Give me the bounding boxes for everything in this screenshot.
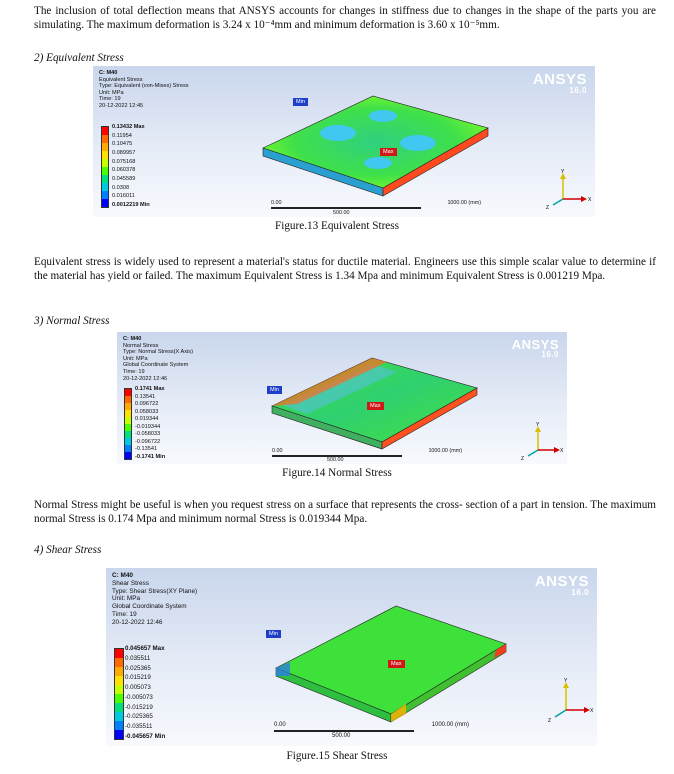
ansys-logo (533, 72, 587, 95)
legend-swatch (115, 721, 123, 730)
legend-label: 0.096722 (135, 401, 159, 408)
plate-top-face (263, 96, 488, 188)
legend-swatch (115, 703, 123, 712)
min-marker: Min (267, 386, 282, 394)
scale-mid-label: 500.00 (327, 457, 344, 463)
scale-bar (271, 200, 481, 216)
axis-triad (546, 680, 594, 724)
meta-unit: Unit: MPa (112, 595, 141, 603)
figure-15-caption: Figure.15 Shear Stress (286, 750, 388, 762)
meta-type: Equivalent Stress (99, 76, 143, 83)
meta-subtype: Type: Normal Stress(X Axis) (123, 349, 193, 356)
ansys-logo (535, 574, 589, 597)
legend-label: 0.058033 (135, 408, 159, 415)
legend-label: -0.096722 (135, 438, 161, 445)
legend-label: -0.058033 (135, 431, 161, 438)
axis-y-label: Y (561, 169, 565, 175)
meta-type: Normal Stress (123, 342, 159, 349)
scale-left-label: 0.00 (274, 722, 286, 728)
legend-label: 0.10475 (112, 141, 133, 148)
legend-label: 0.005073 (125, 684, 151, 692)
model-plate (243, 88, 503, 198)
meta-unit: Unit: MPa (123, 355, 148, 362)
axis-triad (520, 424, 564, 462)
version-text: 16.0 (541, 350, 559, 359)
legend-swatch (125, 438, 131, 445)
legend-swatch (102, 199, 108, 207)
axis-x-label: X (590, 708, 594, 714)
legend-swatch (125, 410, 131, 417)
axis-z-label: Z (546, 205, 550, 211)
model-plate (257, 350, 487, 450)
legend-label: 0.13432 Max (112, 124, 145, 130)
meta-date: 20-12-2022 12:45 (99, 102, 144, 109)
legend-swatch (102, 175, 108, 183)
legend-color-bar (101, 126, 109, 208)
max-marker: Max (388, 660, 405, 668)
legend-swatch (115, 694, 123, 703)
legend-label: 0.089957 (112, 150, 136, 156)
figure-meta (112, 572, 197, 627)
axis-y-label: Y (536, 422, 540, 428)
stress-zone (320, 125, 356, 141)
section-heading-normal-stress: 3) Normal Stress (34, 315, 110, 327)
legend-swatch (115, 712, 123, 721)
figure-shear-stress (106, 568, 597, 746)
legend-label: 0.045589 (112, 176, 136, 182)
legend-swatch (102, 183, 108, 191)
scale-mid-label: 500.00 (332, 733, 351, 739)
legend-swatch (125, 452, 131, 459)
legend-swatch (125, 417, 131, 424)
legend-label: 0.0308 (112, 184, 130, 191)
legend-label: 0.025365 (125, 664, 151, 672)
legend-label: -0.025365 (125, 713, 153, 721)
meta-coordinate-system: Global Coordinate System (123, 362, 189, 369)
meta-time: Time: 19 (112, 610, 137, 618)
legend-swatch (102, 191, 108, 199)
scale-right-label: 1000.00 (mm) (428, 448, 462, 454)
legend-label: 0.0012219 Min (112, 202, 150, 208)
legend-label: 0.015219 (125, 674, 151, 682)
legend-color-bar (114, 648, 124, 740)
legend-label: 0.1741 Max (135, 386, 165, 392)
legend-label: 0.019344 (135, 416, 159, 423)
axis-y-label: Y (564, 678, 568, 684)
legend-label: -0.1741 Min (135, 454, 166, 460)
axis-x-label: X (588, 197, 592, 203)
min-marker: Min (293, 98, 308, 106)
legend-swatch (102, 135, 108, 143)
legend-swatch (125, 445, 131, 452)
meta-date: 20-12-2022 12:46 (112, 618, 163, 626)
figure-normal-stress (117, 332, 567, 464)
scale-right-label: 1000.00 (mm) (447, 200, 481, 206)
figure-meta (123, 336, 193, 382)
figure-13-caption: Figure.13 Equivalent Stress (275, 220, 399, 232)
legend-label: -0.015219 (125, 703, 153, 711)
legend-swatch (115, 667, 123, 676)
figure-14-caption: Figure.14 Normal Stress (282, 467, 392, 479)
figure-equivalent-stress (93, 66, 595, 217)
axis-x-label: X (560, 448, 564, 454)
axis-z-label: Z (548, 718, 552, 724)
min-marker: Min (266, 630, 281, 638)
meta-subtype: Type: Equivalent (von-Mises) Stress (99, 83, 189, 90)
brand-text: ANSYS (511, 337, 559, 352)
legend-swatch (102, 159, 108, 167)
max-marker: Max (380, 148, 397, 156)
axis-z-label: Z (521, 456, 525, 462)
legend-label: 0.13541 (135, 393, 156, 400)
scale-line (271, 207, 421, 209)
version-text: 16.0 (569, 86, 587, 95)
scale-mid-label: 500.00 (333, 210, 350, 216)
legend-label: 0.016011 (112, 193, 135, 200)
legend-label: -0.019344 (135, 423, 161, 430)
meta-title: C: M40 (99, 70, 118, 76)
legend-swatch (115, 685, 123, 694)
legend-swatch (115, 730, 123, 739)
legend-swatch (125, 431, 131, 438)
section-heading-shear-stress: 4) Shear Stress (34, 544, 102, 556)
version-text: 16.0 (571, 588, 589, 597)
legend-swatch (115, 676, 123, 685)
stress-zone (400, 135, 436, 151)
scale-line (274, 730, 414, 732)
figure-meta (99, 70, 189, 110)
meta-title: C: M40 (123, 336, 142, 342)
legend-swatch (125, 396, 131, 403)
legend-swatch (102, 127, 108, 135)
scale-left-label: 0.00 (272, 448, 283, 454)
legend-swatch (102, 143, 108, 151)
meta-date: 20-12-2022 12:46 (123, 375, 168, 382)
max-marker: Max (367, 402, 384, 410)
legend-swatch (125, 389, 131, 396)
meta-unit: Unit: MPa (99, 89, 124, 96)
legend-label: -0.045657 Min (125, 733, 166, 740)
intro-paragraph: The inclusion of total deflection means that ANSYS accounts for changes in stiffness due to changes in the shape of the parts you are simulating. The maximum deformation is 3.24 x 10⁻⁴mm and minimum deformation is 3.60 x 10⁻⁵mm. (34, 5, 656, 31)
meta-subtype: Type: Shear Stress(XY Plane) (112, 587, 198, 595)
legend-swatch (115, 658, 123, 667)
brand-text: ANSYS (534, 573, 589, 590)
legend-swatch (115, 649, 123, 658)
legend-swatch (125, 403, 131, 410)
meta-type: Shear Stress (112, 579, 149, 587)
meta-coordinate-system: Global Coordinate System (112, 603, 187, 611)
scale-right-label: 1000.00 (mm) (431, 722, 469, 728)
meta-time: Time: 19 (99, 96, 121, 103)
meta-title: C: M40 (112, 572, 133, 579)
stress-zone (364, 157, 392, 169)
brand-text: ANSYS (532, 71, 587, 88)
normal-stress-paragraph: Normal Stress might be useful is when you request stress on a surface that represents the cross- section of a part in tension. The maximum normal Stress is 0.174 Mpa and minimum normal Stress is 0.019344 Mpa. (34, 499, 656, 525)
meta-time: Time: 19 (123, 368, 145, 375)
equivalent-stress-paragraph: Equivalent stress is widely used to represent a material's status for ductile material. Engineers use this simple scalar value to determine if the material has yield or failed. The maximum Equivalent Stress is 1.34 Mpa and minimum Equivalent Stress is 0.001219 Mpa. (34, 256, 656, 282)
scale-bar (272, 448, 462, 463)
axis-triad (545, 171, 591, 211)
legend-label: 0.11954 (112, 132, 132, 139)
section-heading-equivalent-stress: 2) Equivalent Stress (34, 52, 124, 64)
legend-label: 0.045657 Max (125, 645, 165, 652)
legend-swatch (102, 167, 108, 175)
legend-label: -0.035511 (125, 723, 153, 731)
ansys-logo (512, 338, 559, 359)
legend-swatch (102, 151, 108, 159)
legend-label: 0.075168 (112, 158, 136, 165)
stress-zone (369, 110, 397, 122)
scale-bar (274, 722, 469, 740)
legend-label: -0.13541 (135, 446, 158, 453)
legend-color-bar (124, 388, 132, 460)
legend-swatch (125, 424, 131, 431)
model-plate (256, 596, 516, 726)
legend-label: 0.060378 (112, 167, 136, 174)
legend-label: -0.005073 (125, 693, 153, 701)
legend-label: 0.035511 (125, 654, 151, 662)
scale-left-label: 0.00 (271, 200, 282, 206)
